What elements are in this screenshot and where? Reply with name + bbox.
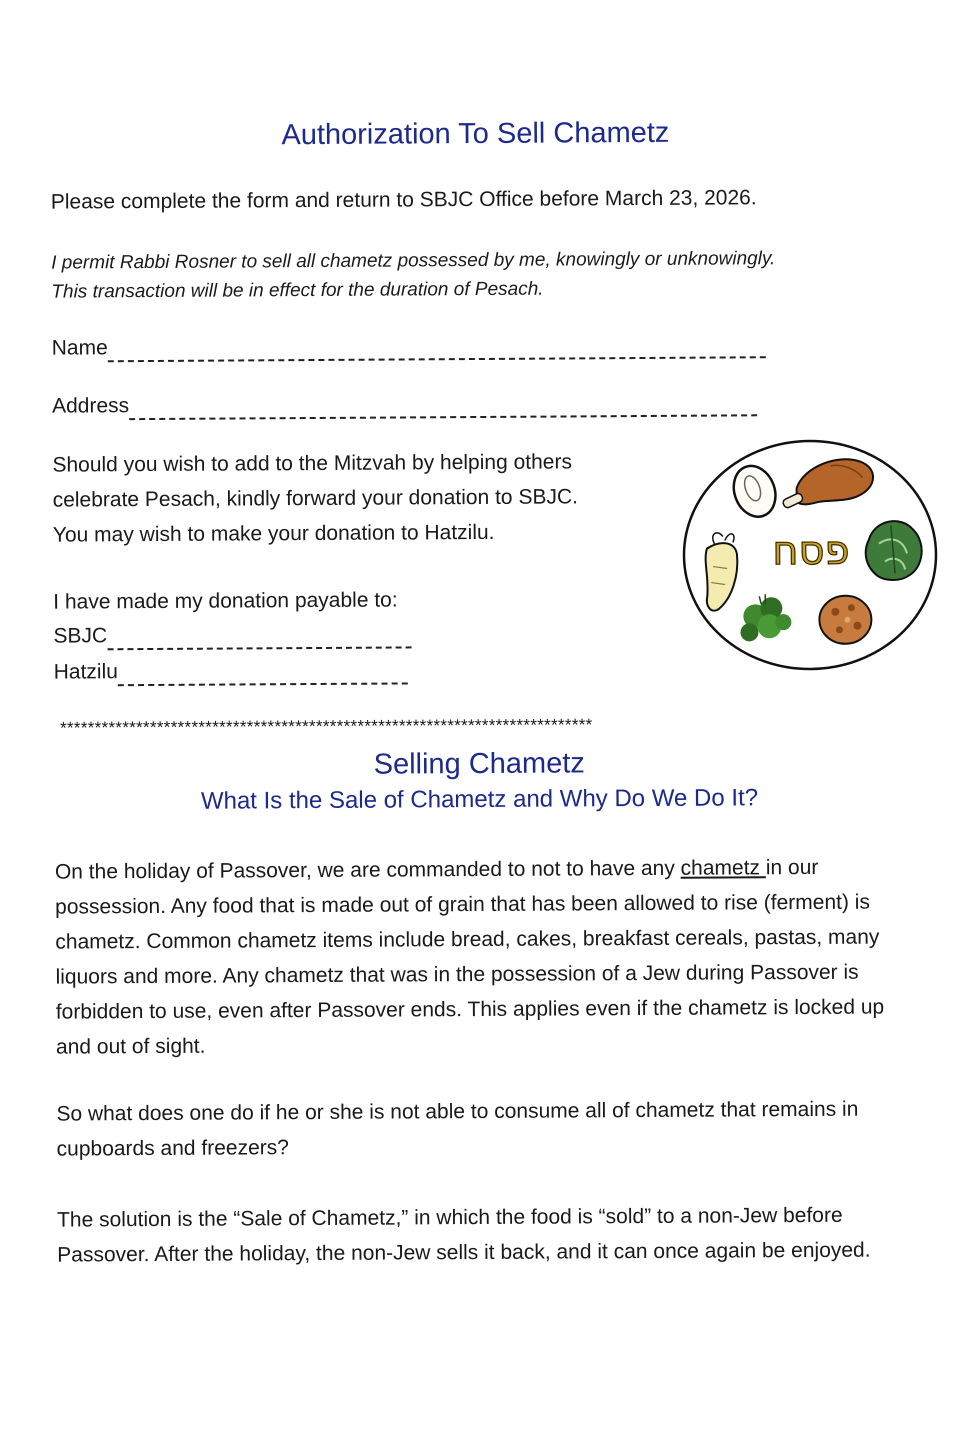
section-title: Selling Chametz	[373, 747, 585, 781]
section-divider: *****************************************************************************	[59, 715, 593, 738]
name-field[interactable]	[108, 334, 766, 362]
paragraph-text: On the holiday of Passover, we are commanded to not to have any	[54, 856, 681, 884]
name-label: Name	[51, 336, 108, 360]
address-row	[52, 390, 757, 420]
hatzilu-donation-row	[54, 658, 408, 686]
form-title: Authorization To Sell Chametz	[281, 116, 670, 152]
address-label: Address	[52, 394, 130, 418]
pesach-hebrew-label: פסח	[772, 527, 850, 575]
permission-line-2: This transaction will be in effect for the duration of Pesach.	[51, 278, 544, 303]
permission-statement	[51, 244, 775, 306]
hatzilu-amount-field[interactable]	[118, 660, 408, 686]
paragraph-solution: The solution is the “Sale of Chametz,” in which the food is “sold” to a non-Jew before Passover. After the holiday, the non-Jew sells it back, and it can once again be enjoyed.	[56, 1203, 871, 1267]
paragraph-text: in our possession. Any food that is made out of grain that has been allowed to rise (ferment) is chametz. Common chametz items include bread, cakes, breakfast cereals, pastas, many liquors and more. Any chametz that was in the possession of a Jew during Passover is forbidden to use, even after Passover ends. This applies even if the chametz is locked up and out of sight.	[55, 855, 885, 1059]
paragraph-question: So what does one do if he or she is not able to consume all of chametz that remains in cupboards and freezers?	[56, 1097, 859, 1161]
seder-plate-illustration	[678, 435, 941, 675]
charoset-icon	[819, 596, 871, 644]
sbjc-amount-field[interactable]	[107, 624, 411, 650]
section-subtitle: What Is the Sale of Chametz and Why Do We Do It?	[200, 784, 759, 815]
mitzvah-paragraph	[52, 444, 693, 553]
sbjc-donation-row	[53, 622, 411, 650]
name-row	[52, 332, 766, 362]
sbjc-label: SBJC	[53, 624, 108, 648]
lettuce-icon	[866, 521, 922, 580]
form-instructions: Please complete the form and return to SBJC Office before March 23, 2026.	[50, 186, 757, 214]
permission-line-1: I permit Rabbi Rosner to sell all chametz possessed by me, knowingly or unknowingly.	[51, 248, 776, 274]
paragraph-passover	[55, 849, 916, 1064]
chametz-link[interactable]: chametz	[680, 856, 766, 880]
donation-heading: I have made my donation payable to:	[53, 588, 398, 614]
mitzvah-line-1: Should you wish to add to the Mitzvah by helping others	[52, 450, 572, 477]
hatzilu-label: Hatzilu	[53, 660, 118, 684]
mitzvah-line-3: You may wish to make your donation to Hatzilu.	[52, 520, 495, 547]
mitzvah-line-2: celebrate Pesach, kindly forward your donation to SBJC.	[52, 485, 578, 512]
address-field[interactable]	[129, 392, 757, 420]
